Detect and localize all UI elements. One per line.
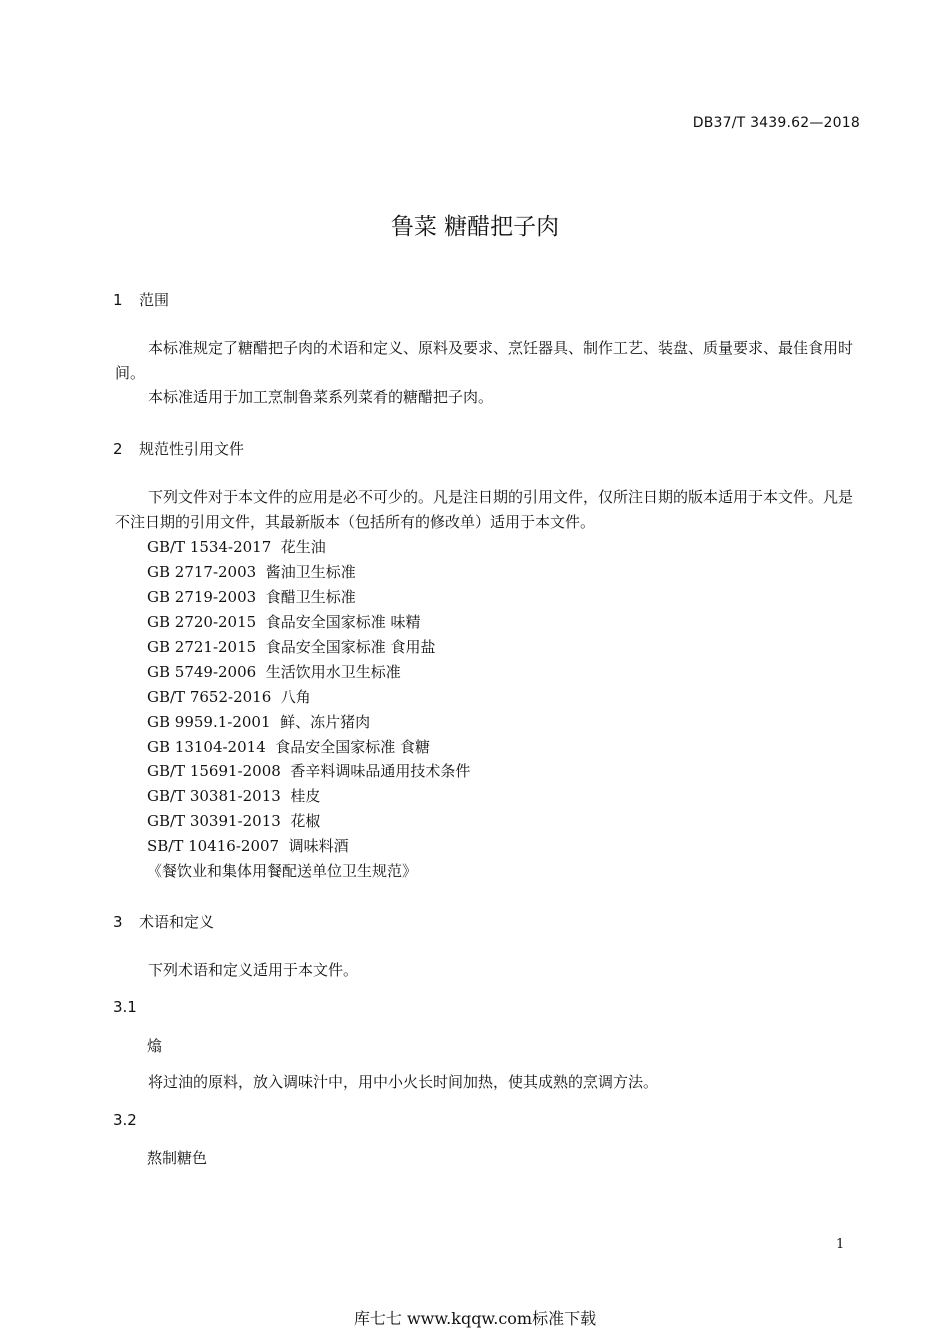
term-name: 熬制糖色 [147,1149,208,1167]
section-heading-terms [113,911,214,932]
reference-item [147,761,470,781]
reference-item [147,836,349,856]
section-number: 1 [113,291,123,309]
reference-name: 桂皮 [290,787,321,805]
section-number: 2 [113,440,123,458]
reference-code: GB 2720-2015 [147,613,257,631]
reference-code: GB 2717-2003 [147,563,257,581]
section-heading-normative-refs [113,438,244,459]
terms-intro: 下列术语和定义适用于本文件。 [148,961,359,979]
reference-code: GB/T 7652-2016 [147,688,272,706]
reference-code: GB 9959.1-2001 [147,713,271,731]
term-number: 3.1 [113,998,137,1016]
section-title: 规范性引用文件 [139,440,245,458]
reference-name: 花生油 [280,538,326,556]
footer-watermark: 库七七 www.kqqw.com标准下载 [353,1309,597,1328]
reference-code: GB 2721-2015 [147,638,257,656]
reference-item [147,537,326,557]
reference-item [147,737,430,757]
scope-paragraph-1: 本标准规定了糖醋把子肉的术语和定义、原料及要求、烹饪器具、制作工艺、装盘、质量要求、最佳食用时间。 [115,339,854,382]
reference-item [147,562,356,582]
reference-name: 生活饮用水卫生标准 [265,663,401,681]
reference-name: 八角 [280,688,311,706]
reference-item [147,637,436,657]
reference-item [147,811,320,831]
reference-item [147,687,311,707]
reference-name: 食醋卫生标准 [265,588,356,606]
reference-name: 酱油卫生标准 [265,563,356,581]
section-title: 范围 [139,291,170,309]
reference-code: GB 5749-2006 [147,663,257,681]
section-heading-scope [113,289,169,310]
reference-code: GB/T 30391-2013 [147,812,281,830]
term-definition: 将过油的原料，放入调味汁中，用中小火长时间加热，使其成熟的烹调方法。 [148,1073,659,1091]
scope-paragraph-2: 本标准适用于加工烹制鲁菜系列菜肴的糖醋把子肉。 [148,388,494,406]
reference-code: SB/T 10416-2007 [147,837,280,855]
reference-item [147,612,421,632]
term-name: 熻 [147,1037,163,1055]
page-number: 1 [836,1237,845,1252]
reference-code: GB 13104-2014 [147,738,266,756]
reference-name: 花椒 [290,812,321,830]
reference-item [147,712,370,732]
reference-name: 食品安全国家标准 食用盐 [265,638,436,656]
reference-code: GB 2719-2003 [147,588,257,606]
standard-code: DB37/T 3439.62—2018 [692,115,860,131]
reference-item [147,662,401,682]
reference-name: 食品安全国家标准 味精 [265,613,421,631]
reference-name: 香辛料调味品通用技术条件 [290,762,471,780]
normative-refs-intro: 下列文件对于本文件的应用是必不可少的。凡是注日期的引用文件，仅所注日期的版本适用于本文件。凡是不注日期的引用文件，其最新版本（包括所有的修改单）适用于本文件。 [115,488,854,531]
reference-name: 调味料酒 [288,837,349,855]
reference-name: 食品安全国家标准 食糖 [275,738,431,756]
section-title: 术语和定义 [139,913,215,931]
document-title: 鲁菜 糖醋把子肉 [390,214,560,240]
reference-item [147,587,356,607]
reference-extra: 《餐饮业和集体用餐配送单位卫生规范》 [147,862,418,880]
reference-item [147,786,320,806]
reference-code: GB/T 15691-2008 [147,762,281,780]
section-number: 3 [113,913,123,931]
reference-name: 鲜、冻片猪肉 [280,713,371,731]
reference-code: GB/T 1534-2017 [147,538,272,556]
reference-code: GB/T 30381-2013 [147,787,281,805]
term-number: 3.2 [113,1111,137,1129]
